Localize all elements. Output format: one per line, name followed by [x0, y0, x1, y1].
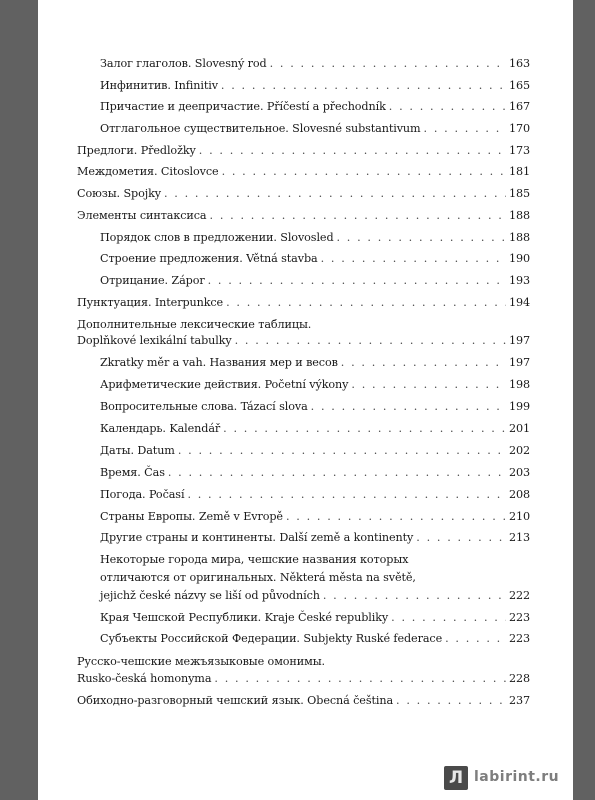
- dot-leader: [323, 589, 506, 602]
- toc-entry: [77, 144, 530, 157]
- toc-entry-page: 167: [508, 100, 530, 113]
- dot-leader: [164, 187, 506, 200]
- toc-entry: [77, 694, 530, 707]
- dot-leader: [396, 694, 506, 707]
- toc-entry-page: 190: [508, 252, 530, 265]
- toc-entry: [77, 296, 530, 309]
- dot-leader: [210, 209, 506, 222]
- toc-entry-page: 165: [508, 79, 530, 92]
- toc-entry: [100, 252, 530, 265]
- toc-entry-title: Элементы синтаксиса: [77, 209, 207, 222]
- toc-entry: [100, 510, 530, 523]
- dot-leader: [321, 252, 506, 265]
- toc-entry-title: Страны Европы. Země v Evropě: [100, 510, 283, 523]
- toc-entry-title: Союзы. Spojky: [77, 187, 161, 200]
- toc-entry-title: Обиходно-разговорный чешский язык. Obecná čeština: [77, 694, 394, 707]
- dot-leader: [222, 165, 506, 178]
- toc-entry-title: Rusko-česká homonyma: [77, 672, 212, 685]
- toc-entry-page: 222: [508, 589, 530, 602]
- toc-entry-title: Строение предложения. Větná stavba: [100, 252, 318, 265]
- toc-entry-page: 201: [508, 422, 530, 435]
- dot-leader: [389, 100, 506, 113]
- toc-entry: [100, 422, 530, 435]
- toc-entry-title: Отрицание. Zápor: [100, 274, 205, 287]
- dot-leader: [178, 444, 506, 457]
- toc-entry-page: 202: [508, 444, 530, 457]
- toc-entry-page: 197: [508, 356, 530, 369]
- toc-entry-title: jejichž české názvy se liší od původních: [100, 589, 320, 602]
- dot-leader: [187, 488, 506, 501]
- toc-entry: [77, 209, 530, 222]
- toc-entry-page: 197: [508, 334, 530, 347]
- toc-entry-title: Календарь. Kalendář: [100, 422, 221, 435]
- toc-entry-title: Время. Čas: [100, 466, 165, 479]
- toc-entry: [100, 444, 530, 457]
- toc-entry-title: Инфинитив. Infinitiv: [100, 79, 218, 92]
- dot-leader: [226, 296, 506, 309]
- toc-entry-page: 194: [508, 296, 530, 309]
- toc-entry: [100, 531, 530, 544]
- toc-entry-page: 170: [508, 122, 530, 135]
- toc-entry-page: 237: [508, 694, 530, 707]
- dot-leader: [351, 378, 506, 391]
- dot-leader: [424, 122, 506, 135]
- toc-entry-page: 203: [508, 466, 530, 479]
- toc-entry-title-line: Дополнительные лексические таблицы.: [77, 318, 312, 331]
- toc-entry-title-line: Русско-чешские межъязыковые омонимы.: [77, 655, 326, 668]
- dot-leader: [311, 400, 506, 413]
- toc-entry-title: Причастие и деепричастие. Příčestí a přechodník: [100, 100, 386, 113]
- dot-leader: [208, 274, 506, 287]
- dot-leader: [199, 144, 506, 157]
- dot-leader: [214, 672, 506, 685]
- toc-entry-page: 213: [508, 531, 530, 544]
- toc-entry: [77, 334, 530, 347]
- toc-entry-page: 228: [508, 672, 530, 685]
- toc-entry: [77, 165, 530, 178]
- toc-entry-title: Субъекты Российской Федерации. Subjekty Ruské federace: [100, 632, 443, 645]
- toc-entry-title: Погода. Počasí: [100, 488, 185, 501]
- toc-entry-title: Даты. Datum: [100, 444, 175, 457]
- toc-entry: [100, 488, 530, 501]
- toc-entry-page: 210: [508, 510, 530, 523]
- toc-entry-page: 193: [508, 274, 530, 287]
- toc-entry: [100, 466, 530, 479]
- dot-leader: [391, 611, 506, 624]
- toc-entry-title: Отглагольное существительное. Slovesné substantivum: [100, 122, 421, 135]
- toc-entry-title: Вопросительные слова. Tázací slova: [100, 400, 308, 413]
- toc-entry: [100, 122, 530, 135]
- toc-entry-page: 188: [508, 231, 530, 244]
- dot-leader: [168, 466, 506, 479]
- toc-entry: [100, 611, 530, 624]
- publisher-watermark: labirint.ru: [474, 769, 560, 785]
- toc-entry: [100, 100, 530, 113]
- toc-entry: [100, 79, 530, 92]
- dot-leader: [337, 231, 506, 244]
- toc-entry: [77, 187, 530, 200]
- toc-entry-page: 185: [508, 187, 530, 200]
- toc-entry-title: Zkratky měr a vah. Названия мер и весов: [100, 356, 338, 369]
- dot-leader: [223, 422, 506, 435]
- toc-entry: [100, 632, 530, 645]
- toc-entry-title-line: отличаются от оригинальных. Některá města na světě,: [100, 571, 416, 584]
- dot-leader: [270, 57, 506, 70]
- dot-leader: [445, 632, 506, 645]
- toc-entry-title: Арифметические действия. Početní výkony: [100, 378, 349, 391]
- publisher-logo: Л: [444, 766, 468, 790]
- book-page: [38, 0, 573, 800]
- toc-entry: [100, 57, 530, 70]
- toc-entry-title: Предлоги. Předložky: [77, 144, 196, 157]
- dot-leader: [341, 356, 506, 369]
- toc-entry-page: 199: [508, 400, 530, 413]
- toc-entry: [77, 672, 530, 685]
- toc-entry: [100, 589, 530, 602]
- toc-entry: [100, 400, 530, 413]
- toc-entry: [100, 274, 530, 287]
- toc-entry: [100, 231, 530, 244]
- toc-entry-page: 163: [508, 57, 530, 70]
- toc-entry-title: Doplňkové lexikální tabulky: [77, 334, 232, 347]
- toc-entry-title: Порядок слов в предложении. Slovosled: [100, 231, 334, 244]
- toc-entry-page: 198: [508, 378, 530, 391]
- dot-leader: [221, 79, 506, 92]
- toc-entry-title: Другие страны и континенты. Další země a kontinenty: [100, 531, 414, 544]
- toc-entry-title: Пунктуация. Interpunkce: [77, 296, 224, 309]
- toc-entry-title: Края Чешской Республики. Kraje České republiky: [100, 611, 389, 624]
- dot-leader: [416, 531, 506, 544]
- toc-entry-page: 181: [508, 165, 530, 178]
- toc-entry-title-line: Некоторые города мира, чешские названия которых: [100, 553, 409, 566]
- dot-leader: [235, 334, 506, 347]
- toc-entry-page: 208: [508, 488, 530, 501]
- toc-entry-page: 188: [508, 209, 530, 222]
- toc-entry-title: Залог глаголов. Slovesný rod: [100, 57, 267, 70]
- dot-leader: [286, 510, 506, 523]
- toc-entry: [100, 378, 530, 391]
- toc-entry: [100, 356, 530, 369]
- toc-entry-page: 223: [508, 611, 530, 624]
- toc-entry-title: Междометия. Citoslovce: [77, 165, 219, 178]
- toc-entry-page: 173: [508, 144, 530, 157]
- toc-entry-page: 223: [508, 632, 530, 645]
